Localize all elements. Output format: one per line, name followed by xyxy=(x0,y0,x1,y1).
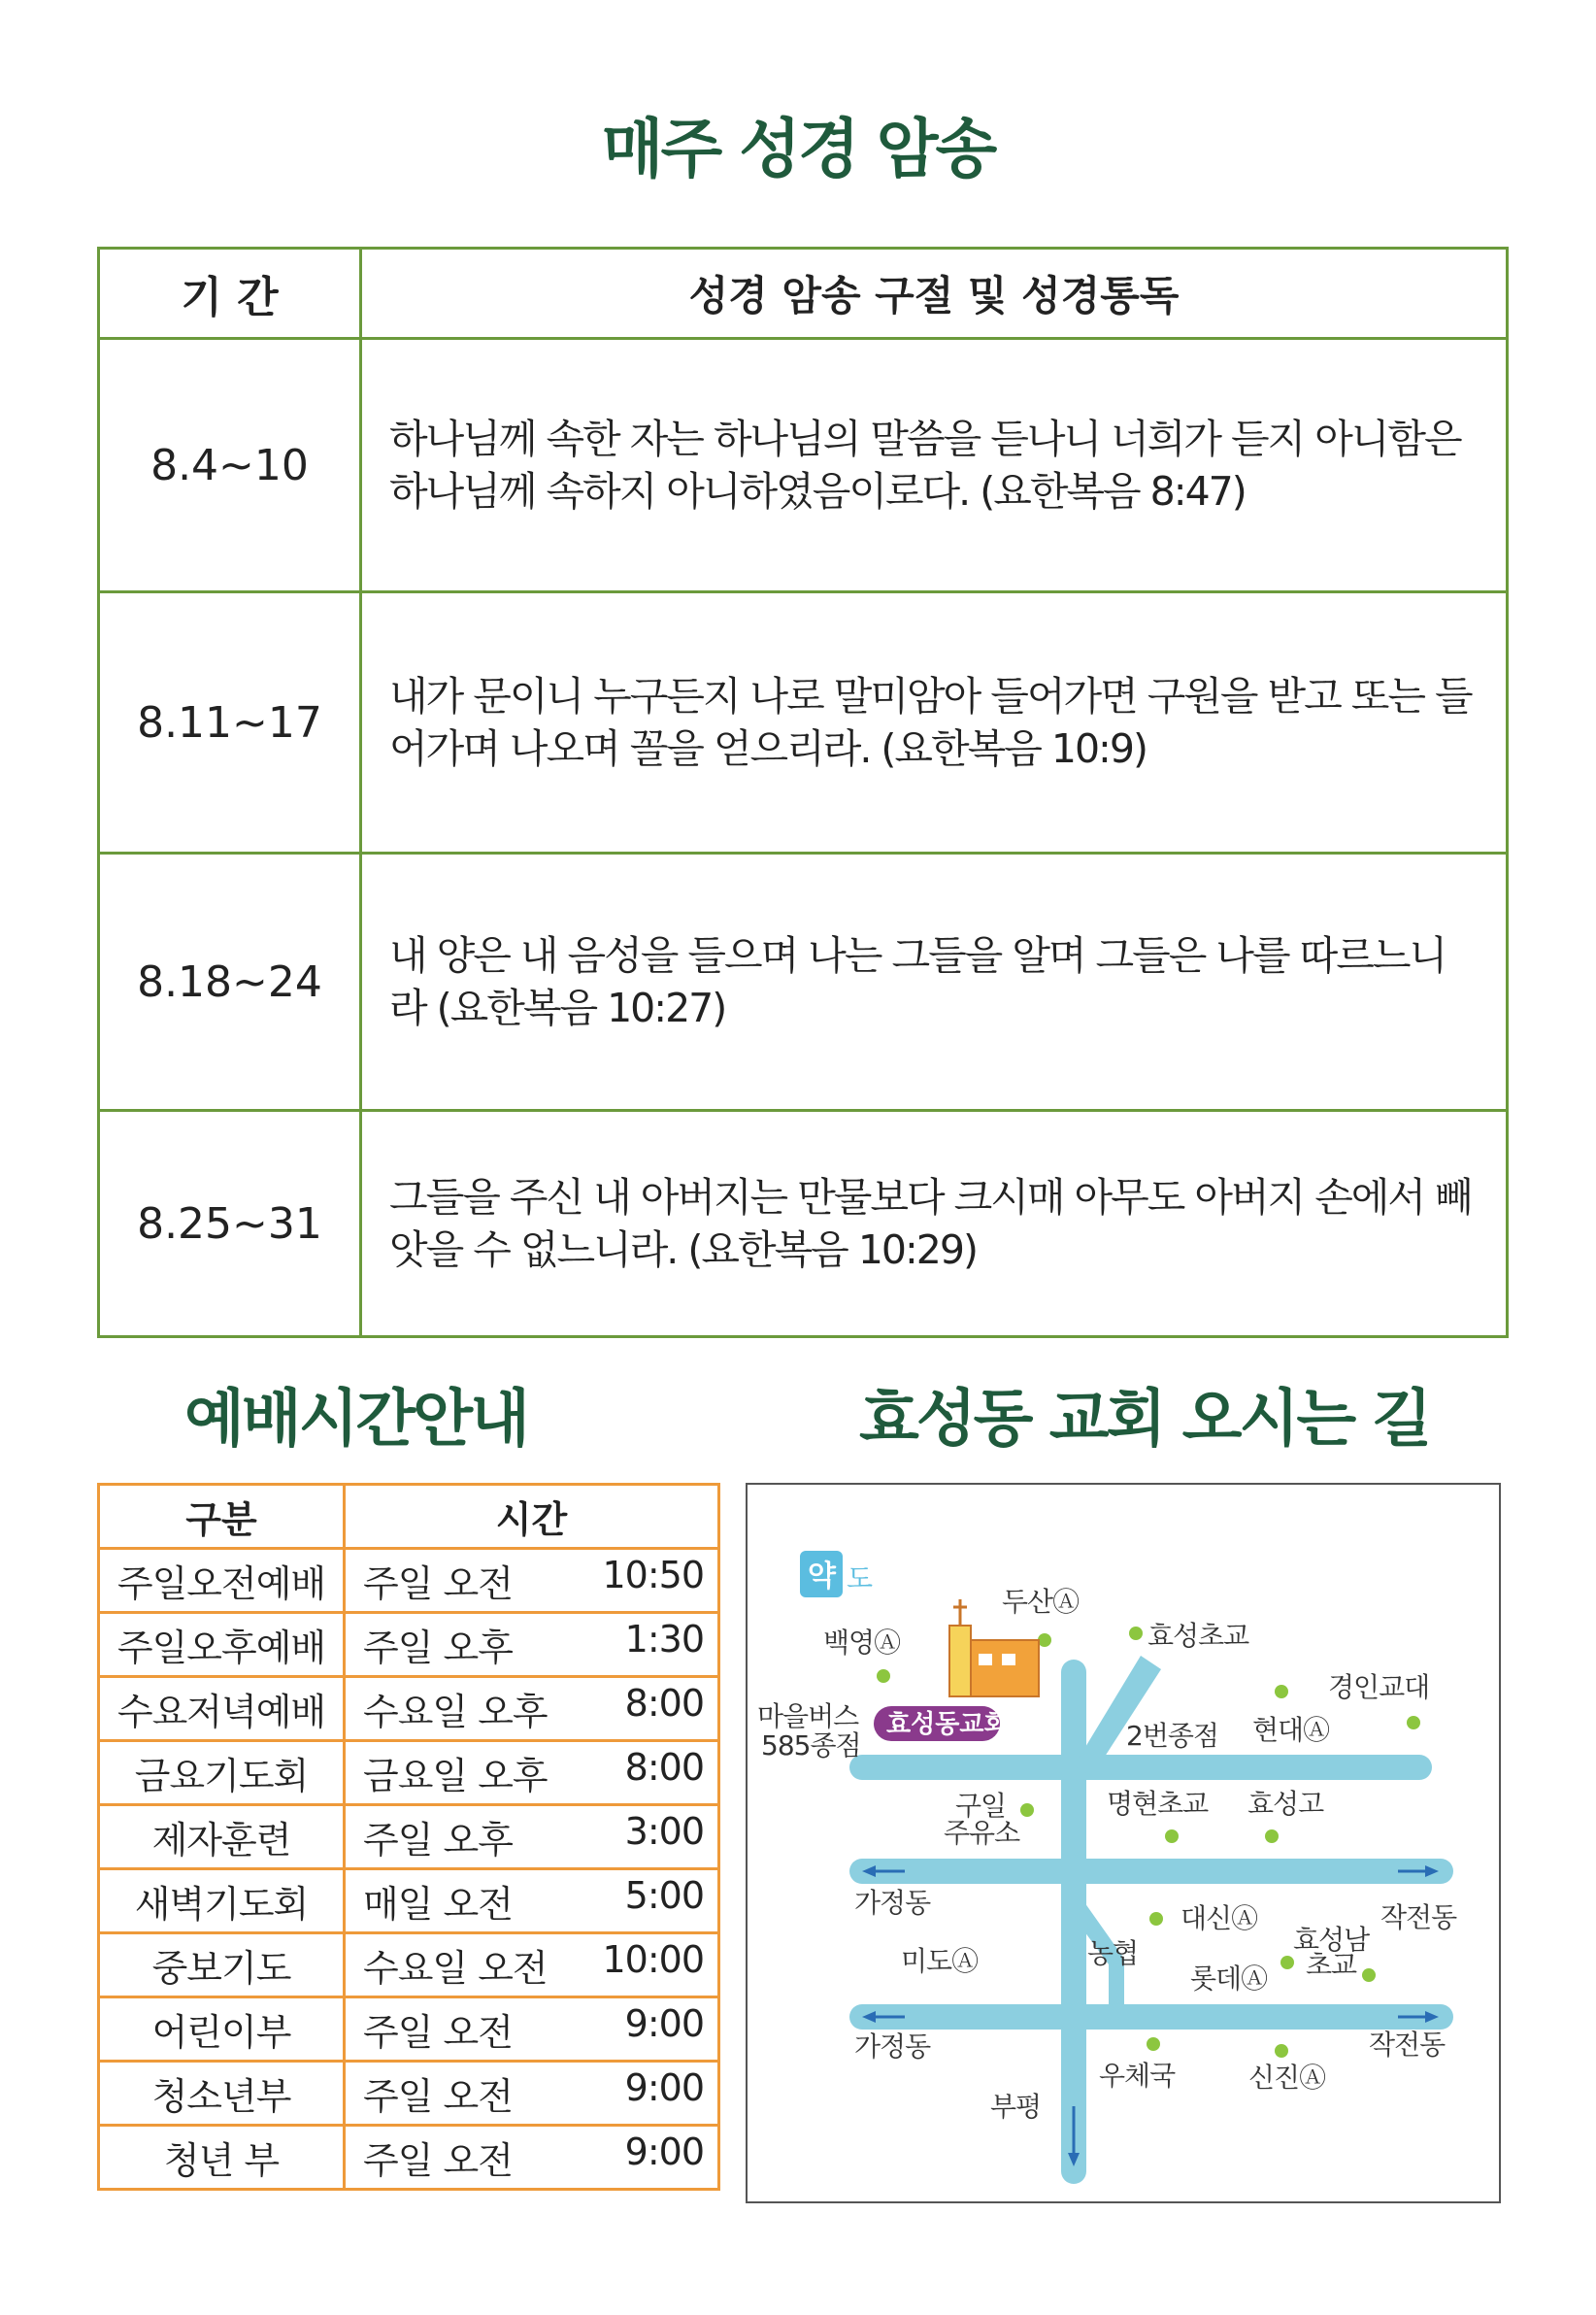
service-time xyxy=(345,1741,719,1805)
directions-title: 효성동 교회 오시는 길 xyxy=(859,1384,1430,1456)
service-time xyxy=(345,1677,719,1741)
map-label-gyeongin-univ: 경인교대 xyxy=(1328,1671,1430,1703)
map-label-bus-1: 마을버스 xyxy=(757,1700,859,1732)
table-row xyxy=(99,1741,719,1805)
service-time xyxy=(345,1997,719,2062)
directions-map xyxy=(746,1483,1501,2203)
map-label-hyoseongnam-2: 초교 xyxy=(1306,1949,1357,1981)
table-row xyxy=(99,2062,719,2126)
landmark-dot xyxy=(1280,1956,1294,1969)
schedule-table xyxy=(97,1483,720,2191)
landmark-dot xyxy=(1038,1633,1051,1647)
map-label-post: 우체국 xyxy=(1099,2060,1176,2092)
service-day: 수요일 오후 xyxy=(363,1691,548,1733)
map-label-bupyeong: 부평 xyxy=(990,2091,1042,2123)
map-graphic xyxy=(748,1485,1499,2201)
time-header: 시간 xyxy=(345,1485,719,1549)
church-label: 효성동교회 xyxy=(886,1710,1009,1739)
period-cell: 8.11~17 xyxy=(99,592,361,854)
map-label-baekyeong: 백영Ⓐ xyxy=(823,1627,901,1659)
church-building xyxy=(963,1640,1039,1696)
service-name: 중보기도 xyxy=(99,1933,345,1997)
period-cell: 8.4~10 xyxy=(99,339,361,592)
service-day: 주일 오후 xyxy=(363,1627,513,1669)
service-name: 청소년부 xyxy=(99,2062,345,2126)
period-header: 기 간 xyxy=(99,249,361,339)
service-time xyxy=(345,1933,719,1997)
service-name: 제자훈련 xyxy=(99,1805,345,1869)
service-day: 주일 오전 xyxy=(363,1562,513,1605)
table-row xyxy=(99,1677,719,1741)
service-time xyxy=(345,1805,719,1869)
landmark-dot xyxy=(1407,1716,1420,1729)
map-label-hyoseong-elem: 효성초교 xyxy=(1147,1620,1249,1652)
church-tower xyxy=(949,1626,971,1696)
verse-cell: 내 양은 내 음성을 들으며 나는 그들을 알며 그들은 나를 따르느니라 (요한복음 10:27) xyxy=(361,854,1508,1111)
map-label-hyundai: 현대Ⓐ xyxy=(1252,1714,1330,1746)
verse-cell: 그들을 주신 내 아버지는 만물보다 크시매 아무도 아버지 손에서 빼앗을 수 없느니라. (요한복음 10:29) xyxy=(361,1111,1508,1337)
service-name: 주일오후예배 xyxy=(99,1613,345,1677)
service-day: 수요일 오전 xyxy=(363,1947,548,1990)
service-name: 청년 부 xyxy=(99,2126,345,2190)
map-label-guil-2: 주유소 xyxy=(944,1817,1020,1849)
service-day: 금요일 오후 xyxy=(363,1755,548,1797)
table-row xyxy=(99,1613,719,1677)
service-time xyxy=(345,2126,719,2190)
map-label-daesin: 대신Ⓐ xyxy=(1180,1902,1258,1934)
service-name: 주일오전예배 xyxy=(99,1549,345,1613)
landmark-dot xyxy=(1275,1685,1288,1698)
map-label-myeonghyeon: 명현초교 xyxy=(1107,1788,1209,1820)
page-title: 매주 성경 암송 xyxy=(601,112,995,186)
landmark-dot xyxy=(1165,1829,1179,1843)
landmark-dot xyxy=(1020,1803,1034,1817)
table-row xyxy=(99,1869,719,1933)
map-label-jakjeon-bottom: 작전동 xyxy=(1369,2029,1446,2061)
map-label-nonghyup: 농협 xyxy=(1087,1937,1139,1969)
map-label-mido: 미도Ⓐ xyxy=(901,1945,979,1977)
service-name: 금요기도회 xyxy=(99,1741,345,1805)
map-label-bus-no2: 2번종점 xyxy=(1126,1720,1218,1752)
table-row xyxy=(99,854,1508,1111)
table-header-row xyxy=(99,249,1508,339)
service-hour: 3:00 xyxy=(624,1810,704,1853)
service-name: 어린이부 xyxy=(99,1997,345,2062)
service-hour: 1:30 xyxy=(624,1618,704,1661)
period-cell: 8.25~31 xyxy=(99,1111,361,1337)
service-hour: 10:50 xyxy=(602,1554,704,1596)
service-hour: 8:00 xyxy=(624,1682,704,1725)
worship-times-title: 예배시간안내 xyxy=(184,1384,527,1456)
legend-main-text: 약 xyxy=(808,1560,836,1594)
service-name: 수요저녁예배 xyxy=(99,1677,345,1741)
service-day: 주일 오전 xyxy=(363,2075,513,2118)
map-label-gajeong-bottom: 가정동 xyxy=(854,2030,931,2063)
service-hour: 9:00 xyxy=(624,2130,704,2173)
landmark-dot xyxy=(1147,2037,1160,2051)
service-hour: 10:00 xyxy=(602,1938,704,1981)
verse-table xyxy=(97,247,1509,1338)
landmark-dot xyxy=(1362,1968,1376,1982)
verse-cell: 하나님께 속한 자는 하나님의 말씀을 듣나니 너희가 듣지 아니함은 하나님께 속하지 아니하였음이로다. (요한복음 8:47) xyxy=(361,339,1508,592)
service-hour: 8:00 xyxy=(624,1746,704,1789)
table-header-row xyxy=(99,1485,719,1549)
road-lower xyxy=(849,2004,1453,2030)
landmark-dot xyxy=(1265,1829,1279,1843)
verse-cell: 내가 문이니 누구든지 나로 말미암아 들어가면 구원을 받고 또는 들어가며 나오며 꼴을 얻으리라. (요한복음 10:9) xyxy=(361,592,1508,854)
map-label-bus-2: 585종점 xyxy=(761,1729,861,1761)
service-day: 매일 오전 xyxy=(363,1883,513,1926)
service-hour: 5:00 xyxy=(624,1874,704,1917)
table-row xyxy=(99,2126,719,2190)
landmark-dot xyxy=(1275,2044,1288,2058)
legend-sub-text: 도 xyxy=(847,1562,874,1594)
table-row xyxy=(99,592,1508,854)
table-row xyxy=(99,1805,719,1869)
service-time xyxy=(345,1613,719,1677)
map-label-hyoseongnam-1: 효성남 xyxy=(1293,1924,1370,1956)
map-label-hyoseong-high: 효성고 xyxy=(1247,1788,1324,1820)
table-row xyxy=(99,1549,719,1613)
landmark-dot xyxy=(1149,1912,1163,1926)
map-label-jakjeon-top: 작전동 xyxy=(1380,1901,1457,1933)
road-upper xyxy=(849,1755,1432,1780)
table-row xyxy=(99,1997,719,2062)
church-window xyxy=(1002,1654,1015,1665)
service-name: 새벽기도회 xyxy=(99,1869,345,1933)
service-day: 주일 오전 xyxy=(363,2011,513,2054)
service-hour: 9:00 xyxy=(624,2066,704,2109)
map-label-guil-1: 구일 xyxy=(955,1790,1007,1822)
verse-header: 성경 암송 구절 및 성경통독 xyxy=(361,249,1508,339)
service-time xyxy=(345,1869,719,1933)
service-hour: 9:00 xyxy=(624,2002,704,2045)
map-label-lotte: 롯데Ⓐ xyxy=(1190,1963,1268,1995)
map-label-dusan: 두산Ⓐ xyxy=(1002,1586,1080,1618)
service-day: 주일 오후 xyxy=(363,1819,513,1862)
period-cell: 8.18~24 xyxy=(99,854,361,1111)
table-row xyxy=(99,339,1508,592)
landmark-dot xyxy=(877,1669,890,1683)
category-header: 구분 xyxy=(99,1485,345,1549)
map-label-gajeong-top: 가정동 xyxy=(854,1887,931,1919)
church-window xyxy=(979,1654,992,1665)
landmark-dot xyxy=(1129,1627,1143,1640)
table-row xyxy=(99,1111,1508,1337)
table-row xyxy=(99,1933,719,1997)
service-time xyxy=(345,2062,719,2126)
service-time xyxy=(345,1549,719,1613)
road-middle xyxy=(849,1859,1453,1884)
map-label-sinjin: 신진Ⓐ xyxy=(1248,2062,1326,2094)
service-day: 주일 오전 xyxy=(363,2139,513,2182)
